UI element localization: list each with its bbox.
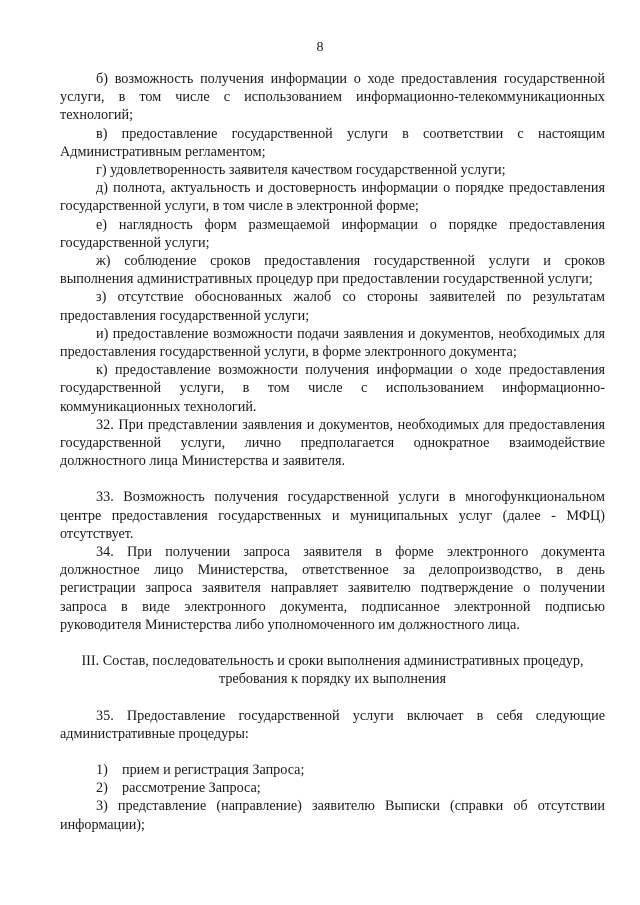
paragraph-g: г) удовлетворенность заявителя качеством государственной услуги; xyxy=(96,162,506,179)
list-item xyxy=(60,779,605,797)
page-number: 8 xyxy=(316,40,324,55)
section-heading: III. Состав, последовательность и сроки выполнения административных процедур, требования к порядку их выполнения xyxy=(81,653,584,688)
paragraph-35: 35. Предоставление государственной услуги включает в себя следующие административные процедуры: xyxy=(60,707,605,742)
list-item xyxy=(60,761,605,779)
paragraph-b: б) возможность получения информации о ходе предоставления государственной услуги, в том числе с использованием информационно-телекоммуникационных технологий; xyxy=(60,71,605,124)
spacer xyxy=(60,470,605,488)
spacer xyxy=(60,634,605,652)
list-item-text: прием и регистрация Запроса; xyxy=(122,761,305,778)
paragraph-34: 34. При получении запроса заявителя в форме электронного документа должностное лицо Министерства, ответственное за делопроизводство, в день регистрации запроса заявителя направляет заявителю подтверждение о получении запроса в виде электронного документа, подписанное электронной подписью руководителя Министерства либо уполномоченного им должностного лица. xyxy=(60,544,605,633)
paragraph-zh: ж) соблюдение сроков предоставления государственной услуги и сроков выполнения административных процедур при предоставлении государственной услуги; xyxy=(60,253,605,288)
paragraph-i: и) предоставление возможности подачи заявления и документов, необходимых для предоставления государственной услуги, в форме электронного документа; xyxy=(60,325,605,361)
spacer xyxy=(60,743,605,761)
paragraph-d: д) полнота, актуальность и достоверность информации о порядке предоставления государственной услуги, в том числе в электронной форме; xyxy=(60,180,605,215)
document-body xyxy=(60,70,605,834)
paragraph-v: в) предоставление государственной услуги в соответствии с настоящим Административным регламентом; xyxy=(60,125,605,160)
paragraph-32: 32. При представлении заявления и документов, необходимых для предоставления государственной услуги, лично предполагается однократное взаимодействие должностного лица Министерства и заявителя. xyxy=(60,416,605,470)
list-item-number: 1) xyxy=(96,761,108,778)
spacer xyxy=(60,689,605,707)
list-item-text: рассмотрение Запроса; xyxy=(122,780,261,797)
paragraph-33: 33. Возможность получения государственной услуги в многофункциональном центре предоставления государственных и муниципальных услуг (далее - МФЦ) отсутствует. xyxy=(60,489,605,542)
paragraph-z: з) отсутствие обоснованных жалоб со стороны заявителей по результатам предоставления государственной услуги; xyxy=(60,289,605,324)
paragraph-k: к) предоставление возможности получения информации о ходе предоставления государственной услуги, в том числе с использованием информационно-коммуникационных технологий. xyxy=(60,362,605,415)
paragraph-e: е) наглядность форм размещаемой информации о порядке предоставления государственной услуги; xyxy=(60,216,605,251)
list-item: 3) представление (направление) заявителю Выписки (справки об отсутствии информации); xyxy=(60,798,605,833)
list-item-number: 2) xyxy=(96,780,108,797)
